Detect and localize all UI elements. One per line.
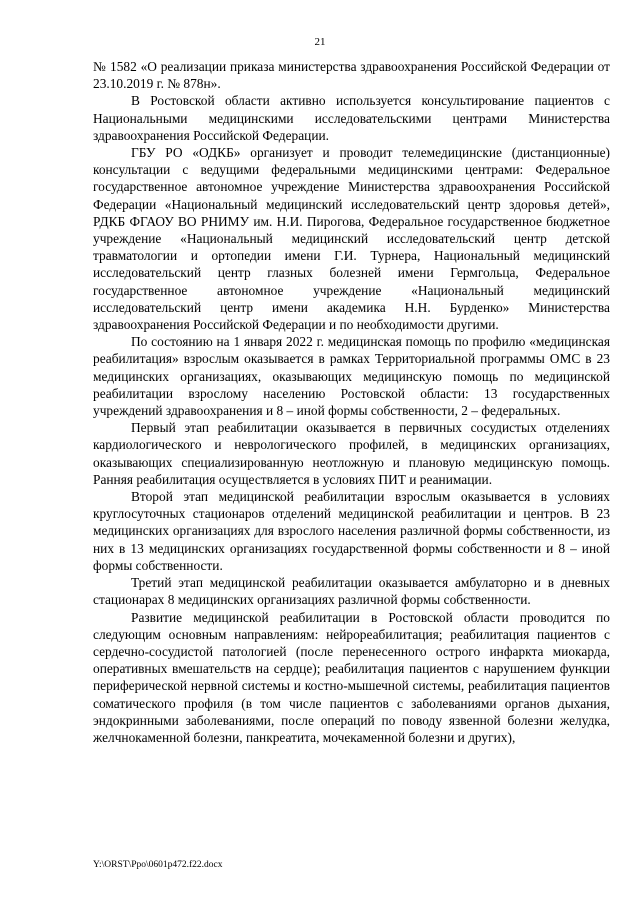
paragraph-first-stage: Первый этап реабилитации оказывается в первичных сосудистых отделениях кардиологического и неврологического профилей, в медицинских организациях, оказывающих специализированную неотложную и плановую медицинскую помощь. Ранняя реабилитация осуществляется в условиях ПИТ и реанимации. — [93, 420, 610, 487]
paragraph-second-stage: Второй этап медицинской реабилитации взрослым оказывается в условиях круглосуточных стационаров отделений медицинской реабилитации и центров. В 23 медицинских организациях для взрослого населения различной формы собственности, из них в 13 медицинских организациях государственной формы собственности и 8 – иной формы собственности. — [93, 489, 610, 573]
paragraph-telemedicine: ГБУ РО «ОДКБ» организует и проводит телемедицинские (дистанционные) консультации с ведущими федеральными медицинскими центрами: Федеральное государственное автономное учреждение Министерства здравоохранения Российской Федерации «Национальный медицинский исследовательский центр здоровья детей», РДКБ ФГАОУ ВО РНИМУ им. Н.И. Пирогова, Федеральное государственное бюджетное учреждение «Национальный медицинский исследовательский центр детской травматологии и ортопедии имени Г.И. Турнера, Национальный медицинский исследовательский центр глазных болезней имени Гермгольца, Федеральное государственное автономное учреждение «Национальный медицинский исследовательский центр имени академика Н.Н. Бурденко» Министерства здравоохранения Российской Федерации и по необходимости другими. — [93, 145, 610, 333]
document-file-path: Y:\ORST\Ppo\0601p472.f22.docx — [93, 860, 223, 870]
paragraph-consulting: В Ростовской области активно используется консультирование пациентов с Национальными медицинскими исследовательскими центрами Министерства здравоохранения Российской Федерации. — [93, 93, 610, 143]
paragraph-third-stage: Третий этап медицинской реабилитации оказывается амбулаторно и в дневных стационарах 8 медицинских организациях различной формы собственности. — [93, 575, 610, 608]
page-number: 21 — [314, 36, 326, 48]
document-body — [93, 58, 610, 746]
paragraph-development-directions: Развитие медицинской реабилитации в Ростовской области проводится по следующим основным направлениям: нейрореабилитация; реабилитация пациентов с сердечно-сосудистой патологией (после перенесенного острого инфаркта миокарда, оперативных вмешательств на сердце); реабилитация пациентов с нарушением функции периферической нервной системы и костно-мышечной системы, реабилитация пациентов соматического профиля (в том числе пациентов с заболеваниями органов дыхания, эндокринными заболеваниями, после операций по поводу язвенной болезни желудка, желчнокаменной болезни, панкреатита, мочекаменной болезни и других), — [93, 609, 610, 745]
paragraph-rehabilitation-status: По состоянию на 1 января 2022 г. медицинская помощь по профилю «медицинская реабилитация» взрослым оказывается в рамках Территориальной программы ОМС в 23 медицинских организациях, оказывающих медицинскую помощь по медицинской реабилитации взрослому населению Ростовской области: 13 государственных учреждений здравоохранения и 8 – иной формы собственности, 2 – федеральных. — [93, 334, 610, 419]
paragraph-order-reference: № 1582 «О реализации приказа министерства здравоохранения Российской Федерации от 23.10.2019 г. № 878н». — [93, 59, 610, 92]
